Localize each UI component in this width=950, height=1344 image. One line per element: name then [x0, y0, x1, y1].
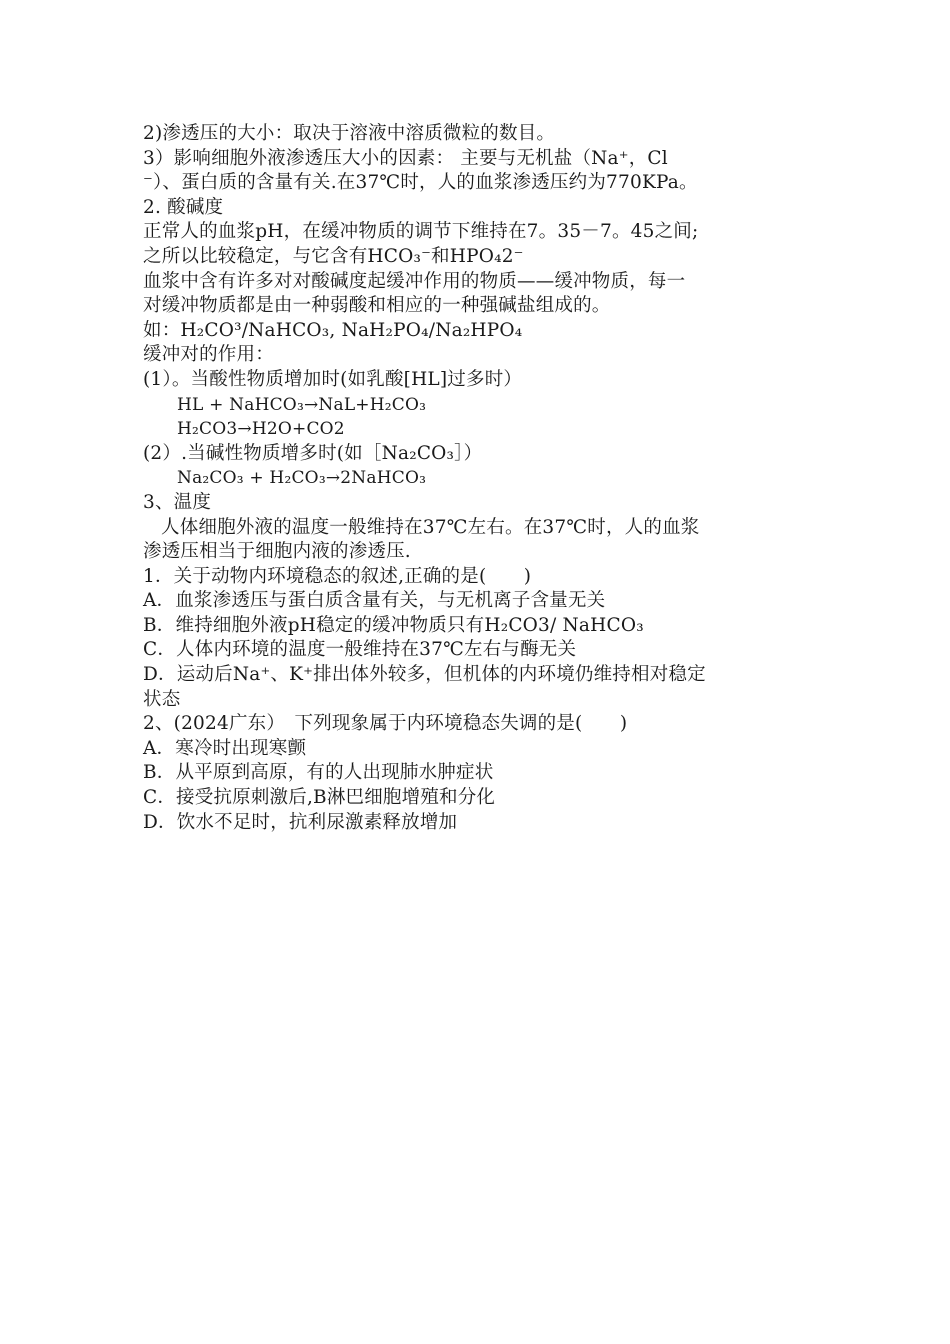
- osmotic-factors-line: 3）影响细胞外液渗透压大小的因素： 主要与无机盐（Na⁺，Cl: [143, 147, 668, 169]
- base-equation: Na₂CO₃ + H₂CO₃→2NaHCO₃: [177, 468, 427, 489]
- question-2-option-a: A．寒冷时出现寒颤: [143, 737, 307, 759]
- buffer-definition-line: 血浆中含有许多对对酸碱度起缓冲作用的物质——缓冲物质，每一: [143, 270, 686, 292]
- question-1-option-c: C．人体内环境的温度一般维持在37℃左右与酶无关: [143, 639, 577, 661]
- question-1-option-a: A．血浆渗透压与蛋白质含量有关，与无机离子含量无关: [143, 590, 606, 612]
- acid-equation-2: H₂CO3→H2O+CO2: [177, 419, 345, 440]
- base-case-line: (2）.当碱性物质增多时(如［Na₂CO₃］）: [143, 442, 483, 464]
- buffer-examples-line: 如：H₂CO³/NaHCO₃, NaH₂PO₄/Na₂HPO₄: [143, 319, 523, 341]
- acid-equation-1: HL + NaHCO₃→NaL+H₂CO₃: [177, 394, 427, 415]
- question-2-option-d: D．饮水不足时，抗利尿激素释放增加: [143, 811, 458, 833]
- osmotic-factors-line-cont: ⁻）、蛋白质的含量有关.在37℃时，人的血浆渗透压约为770KPa。: [143, 172, 698, 194]
- acid-case-line: (1）。当酸性物质增加时(如乳酸[HL]过多时）: [143, 368, 523, 390]
- ph-stable-line: 之所以比较稳定，与它含有HCO₃⁻和HPO₄2⁻: [143, 245, 524, 267]
- question-1-option-b: B．维持细胞外液pH稳定的缓冲物质只有H₂CO3/ NaHCO₃: [143, 614, 644, 636]
- osmotic-size-line: 2)渗透压的大小：取决于溶液中溶质微粒的数目。: [143, 123, 556, 144]
- temperature-heading: 3、温度: [143, 491, 212, 513]
- buffer-function-heading: 缓冲对的作用：: [143, 344, 274, 366]
- temperature-line-cont: 渗透压相当于细胞内液的渗透压.: [143, 541, 411, 563]
- temperature-line: 人体细胞外液的温度一般维持在37℃左右。在37℃时，人的血浆: [161, 516, 700, 538]
- question-2-option-c: C．接受抗原刺激后,B淋巴细胞增殖和分化: [143, 787, 496, 809]
- question-1-option-d: D．运动后Na⁺、K⁺排出体外较多，但机体的内环境仍维持相对稳定: [143, 664, 706, 686]
- ph-range-line: 正常人的血浆pH，在缓冲物质的调节下维持在7。35－7。45之间;: [143, 221, 699, 243]
- question-2-option-b: B．从平原到高原，有的人出现肺水肿症状: [143, 762, 494, 784]
- question-1-stem: 1．关于动物内环境稳态的叙述,正确的是( ): [143, 565, 532, 587]
- question-1-option-d-cont: 状态: [143, 688, 181, 710]
- ph-heading: 2. 酸碱度: [143, 196, 224, 218]
- document-body: [143, 122, 813, 835]
- question-2-stem: 2、(2024广东） 下列现象属于内环境稳态失调的是( ): [143, 713, 628, 735]
- buffer-definition-line-cont: 对缓冲物质都是由一种弱酸和相应的一种强碱盐组成的。: [143, 295, 611, 317]
